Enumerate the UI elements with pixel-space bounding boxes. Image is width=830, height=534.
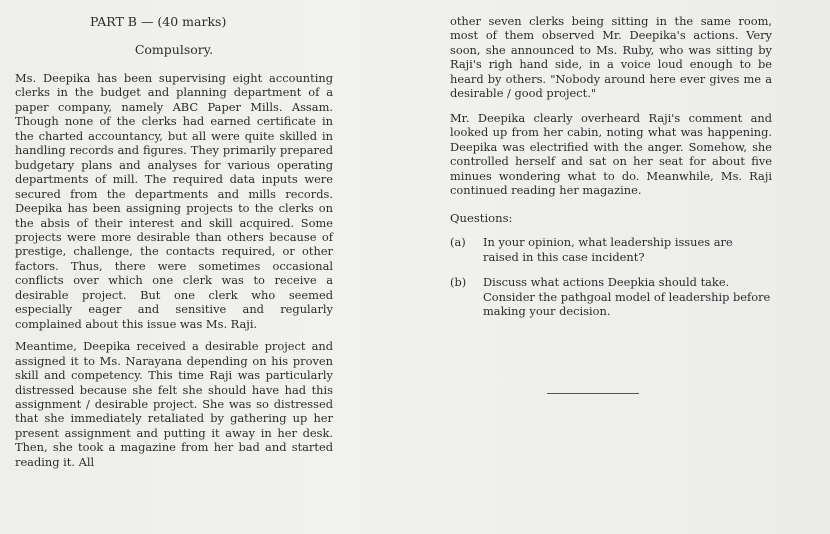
- question-item: [450, 275, 772, 318]
- case-paragraph-4: Mr. Deepika clearly overheard Raji's comment and looked up from her cabin, noting what was happening. Deepika was electrified with the anger. Somehow, she controlled herself and sat on her seat for about five minues wondering what to do. Meanwhile, Ms. Raji continued reading her magazine.: [450, 110, 772, 197]
- case-paragraph-1: Ms. Deepika has been supervising eight accounting clerks in the budget and planning department of a paper company, namely ABC Paper Mills. Assam. Though none of the clerks had earned certificate in the charted accountancy, but all were quite skilled in handling records and figures. They primarily prepared budgetary plans and analyses for various operating departments of mill. The required data inputs were secured from the departments and mills records. Deepika has been assigning projects to the clerks on the absis of their interest and skill acquired. Some projects were more desirable than others because of prestige, challenge, the contacts required, or other factors. Thus, there were sometimes occasional conflicts over which one clerk was to receive a desirable project. But one clerk who seemed especially eager and sensitive and regularly complained about this issue was Ms. Raji.: [15, 71, 333, 331]
- question-item: [450, 235, 772, 264]
- part-heading: PART B — (40 marks): [90, 14, 227, 29]
- right-column: [450, 14, 772, 319]
- questions-heading: Questions:: [450, 211, 513, 226]
- case-paragraph-2: Meantime, Deepika received a desirable project and assigned it to Ms. Narayana depending on his proven skill and competency. This time Raji was particularly distressed because she felt she should have had this assignment / desirable project. She was so distressed that she immediately retaliated by gathering up her present assignment and putting it away in her desk. Then, she took a magazine from her bad and started reading it. All: [15, 339, 333, 469]
- compulsory-heading: Compulsory.: [134, 42, 214, 57]
- left-column: [15, 14, 333, 469]
- question-text: In your opinion, what leadership issues are raised in this case incident?: [483, 235, 733, 264]
- case-paragraph-3: other seven clerks being sitting in the same room, most of them observed Mr. Deepika's actions. Very soon, she announced to Ms. Ruby, who was sitting by Raji's righ hand side, in a voice loud enough to be heard by others. "Nobody around here ever gives me a desirable / good project.": [450, 14, 772, 101]
- end-divider: [547, 393, 639, 394]
- question-text: Discuss what actions Deepkia should take. Consider the pathgoal model of leadership before making your decision.: [483, 275, 771, 319]
- question-label: (b): [450, 275, 467, 290]
- question-label: (a): [450, 235, 466, 250]
